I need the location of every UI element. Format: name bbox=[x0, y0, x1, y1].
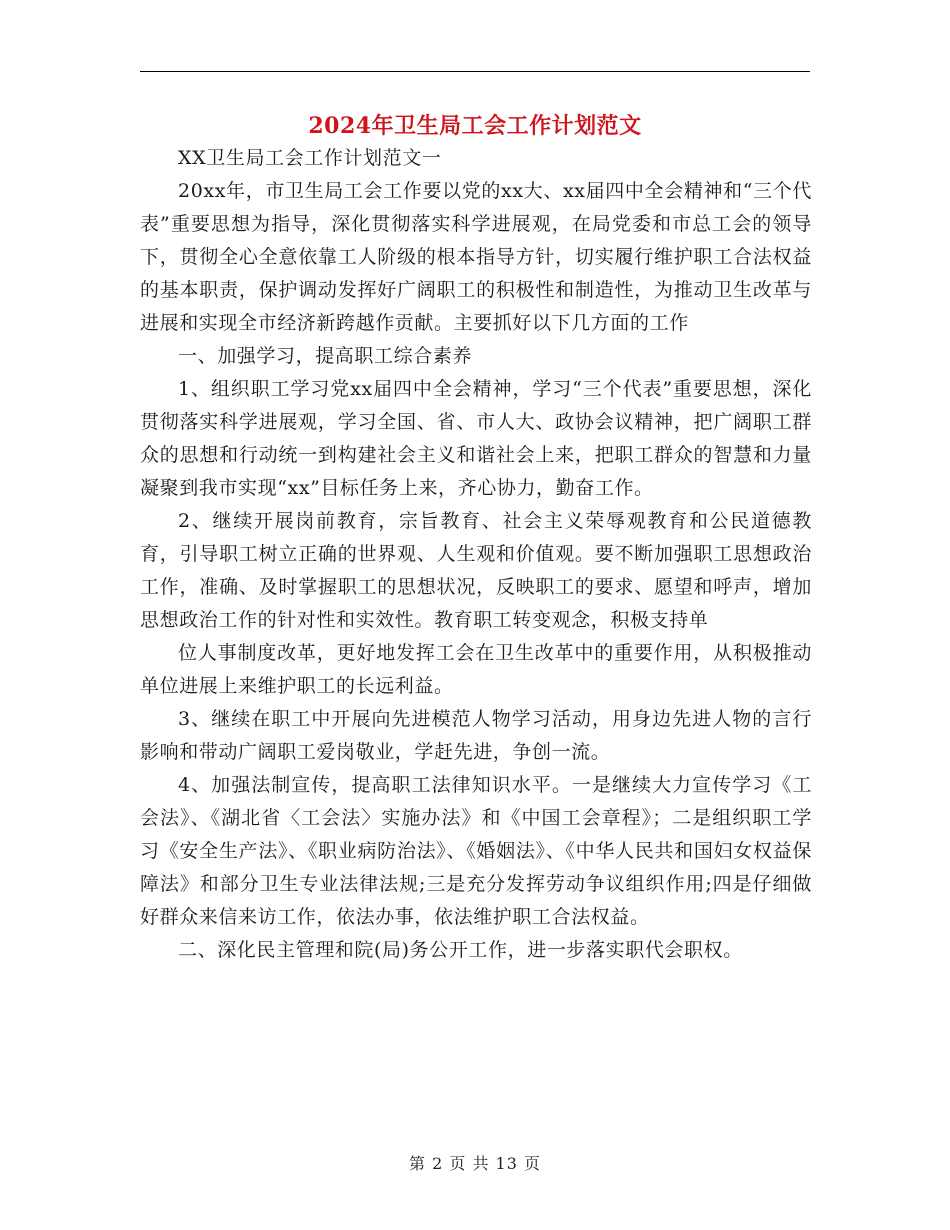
section-heading-1: 一、加强学习，提高职工综合素养 bbox=[178, 345, 473, 367]
paragraph-item-3: 3、继续在职工中开展向先进模范人物学习活动，用身边先进人物的言行影响和带动广阔职工爱岗敬业，学赶先进，争创一流。 bbox=[140, 708, 812, 763]
paragraph-item-2-cont: 位人事制度改革，更好地发挥工会在卫生改革中的重要作用，从积极推动单位进展上来维护职工的长远利益。 bbox=[140, 642, 812, 697]
document-body bbox=[140, 142, 812, 967]
paragraph-intro: 20xx年，市卫生局工会工作要以党的xx大、xx届四中全会精神和“三个代表”重要思想为指导，深化贯彻落实科学进展观，在局党委和市总工会的领导下，贯彻全心全意依靠工人阶级的根本指导方针，切实履行维护职工合法权益的基本职责，保护调动发挥好广阔职工的积极性和制造性，为推动卫生改革与进展和实现全市经济新跨越作贡献。主要抓好以下几方面的工作 bbox=[140, 180, 812, 334]
paragraph-item-2: 2、继续开展岗前教育，宗旨教育、社会主义荣辱观教育和公民道德教育，引导职工树立正确的世界观、人生观和价值观。要不断加强职工思想政治工作，准确、及时掌握职工的思想状况，反映职工的要求、愿望和呼声，增加思想政治工作的针对性和实效性。教育职工转变观念，积极支持单 bbox=[140, 510, 812, 631]
paragraph-item-4: 4、加强法制宣传，提高职工法律知识水平。一是继续大力宣传学习《工会法》、《湖北省〈工会法〉实施办法》和《中国工会章程》；二是组织职工学习《安全生产法》、《职业病防治法》、《婚姻法》、《中华人民共和国妇女权益保障法》和部分卫生专业法律法规;三是充分发挥劳动争议组织作用;四是仔细做好群众来信来访工作，依法办事，依法维护职工合法权益。 bbox=[140, 774, 812, 928]
header-rule bbox=[140, 71, 810, 72]
paragraph-subtitle: XX卫生局工会工作计划范文一 bbox=[178, 147, 442, 169]
document-title: 2024年卫生局工会工作计划范文 bbox=[308, 113, 642, 139]
section-heading-2: 二、深化民主管理和院(局)务公开工作，进一步落实职代会职权。 bbox=[178, 939, 743, 961]
page-number: 第 2 页 共 13 页 bbox=[409, 1154, 541, 1173]
paragraph-item-1: 1、组织职工学习党xx届四中全会精神，学习“三个代表”重要思想，深化贯彻落实科学进展观，学习全国、省、市人大、政协会议精神，把广阔职工群众的思想和行动统一到构建社会主义和谐社会上来，把职工群众的智慧和力量凝聚到我市实现“xx”目标任务上来，齐心协力，勤奋工作。 bbox=[140, 378, 812, 499]
